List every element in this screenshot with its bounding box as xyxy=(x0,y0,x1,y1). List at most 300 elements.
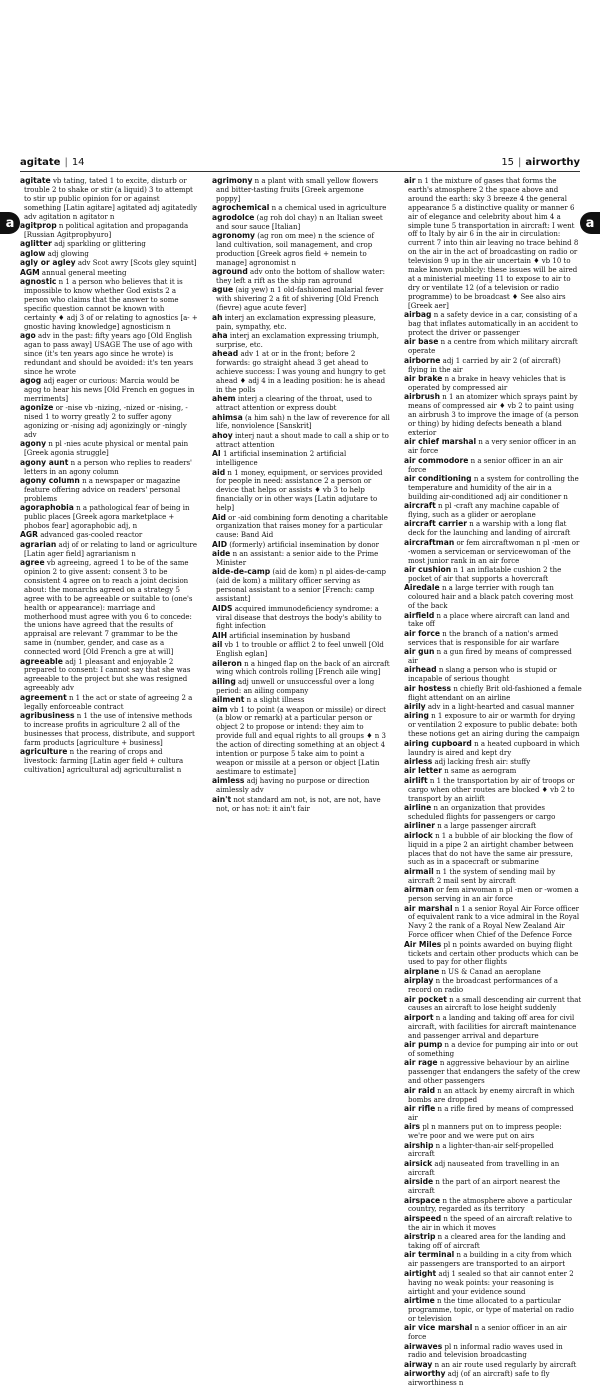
headword: ahead xyxy=(212,349,239,359)
definition: n aggressive behaviour by an airline passenger that endangers the safety of the crew and other passengers xyxy=(408,1059,581,1086)
definition: adj 1 pleasant and enjoyable 2 prepared to consent: I cannot say that she was agreeable to the project but she was resigned agreeably adv xyxy=(24,657,191,693)
definition: n same as aerogram xyxy=(444,767,517,776)
headword: air marshal xyxy=(404,903,453,913)
headword: airliner xyxy=(404,821,435,831)
header-left: agitate | 14 xyxy=(20,157,85,168)
dictionary-entry xyxy=(404,520,582,538)
definition: pl n informal radio waves used in radio and television broadcasting xyxy=(408,1342,563,1360)
dictionary-entry xyxy=(404,1215,582,1233)
dictionary-entry xyxy=(20,240,198,249)
dictionary-entry xyxy=(404,1105,582,1123)
definition: (ag ron om mee) n the science of land cultivation, soil management, and crop production [Greek agros field + nemein to manage] agronomist n xyxy=(216,231,375,267)
definition: n 1 exposure to air or warmth for drying or ventilation 2 exposure to public debate: both these notions get an airing during the campaign xyxy=(408,712,580,739)
definition: n a warship with a long flat deck for the launching and landing of aircraft xyxy=(408,520,571,538)
definition: interj a clearing of the throat, used to attract attention or express doubt xyxy=(216,395,372,413)
dictionary-entry xyxy=(404,457,582,475)
headword: Air Miles xyxy=(404,939,442,949)
definition: n a slight illness xyxy=(246,696,305,705)
definition: n the branch of a nation's armed services that is responsible for air warfare xyxy=(408,629,560,647)
definition: n a landing and taking off area for civil aircraft, with facilities for aircraft maintenance and passenger arrival and departure xyxy=(408,1013,577,1040)
dictionary-entry xyxy=(20,504,198,531)
headword: airline xyxy=(404,803,432,813)
dictionary-entry xyxy=(404,1041,582,1059)
dictionary-entry xyxy=(212,214,390,232)
dictionary-entry xyxy=(20,477,198,504)
dictionary-entry xyxy=(404,1160,582,1178)
dictionary-entry xyxy=(20,404,198,440)
definition: or fem aircraftwoman n pl -men or -women a serviceman or servicewoman of the most junior rank in an air force xyxy=(408,538,580,565)
right-page-number: 15 xyxy=(501,157,515,168)
dictionary-entry xyxy=(212,796,390,814)
headword: airplane xyxy=(404,966,440,976)
dictionary-entry xyxy=(404,712,582,739)
definition: (ag roh dol chay) n an Italian sweet and sour sauce [Italian] xyxy=(216,213,383,231)
headword: airway xyxy=(404,1359,433,1369)
definition: adj of or relating to land or agriculture [Latin ager field] agrarianism n xyxy=(24,540,197,558)
headword: airfield xyxy=(404,610,435,620)
headword: ain't xyxy=(212,794,232,804)
headword: airplay xyxy=(404,976,434,986)
headword: air conditioning xyxy=(404,473,472,483)
definition: not standard am not, is not, are not, have not, or has not: it ain't fair xyxy=(216,795,381,813)
headword: aircraft xyxy=(404,501,436,511)
headword: airship xyxy=(404,1140,434,1150)
dictionary-entry xyxy=(404,438,582,456)
headword: air xyxy=(404,176,416,185)
dictionary-entry xyxy=(212,541,390,550)
headword: air force xyxy=(404,628,441,638)
definition: adj having no purpose or direction aimlessly adv xyxy=(216,777,370,795)
definition: adj nauseated from travelling in an aircraft xyxy=(408,1159,560,1177)
definition: adv Scot awry [Scots gley squint] xyxy=(77,259,197,268)
dictionary-entry xyxy=(20,332,198,377)
dictionary-entry xyxy=(212,268,390,286)
definition: or -nise vb -nizing, -nized or -nising, -nised 1 to worry greatly 2 to suffer agony agonizing or -nising adj agonizingly or -ningly adv xyxy=(24,404,188,439)
definition: n the broadcast performances of a record on radio xyxy=(408,977,558,995)
dictionary-entry xyxy=(404,177,582,311)
definition: acquired immunodeficiency syndrome: a viral disease that destroys the body's ability to fight infection xyxy=(216,604,382,631)
headword: air pocket xyxy=(404,994,447,1004)
definition: n a large terrier with rough tan coloured hair and a black patch covering most of the back xyxy=(408,584,574,611)
dictionary-entry xyxy=(404,539,582,566)
headword: aglitter xyxy=(20,239,52,249)
definition: n the speed of an aircraft relative to the air in which it moves xyxy=(408,1214,572,1232)
headword: airily xyxy=(404,702,426,712)
dictionary-entry xyxy=(212,641,390,659)
definition: annual general meeting xyxy=(41,268,127,277)
definition: adj sparkling or glittering xyxy=(54,240,146,249)
dictionary-entry xyxy=(404,740,582,758)
dictionary-entry xyxy=(212,395,390,413)
headword: Airedale xyxy=(404,583,440,593)
dictionary-entry xyxy=(20,694,198,712)
headword: agronomy xyxy=(212,230,256,240)
headword: agreeable xyxy=(20,656,63,666)
definition: n the time allocated to a particular programme, topic, or type of material on radio or television xyxy=(408,1296,574,1323)
definition: n a pathological fear of being in public places [Greek agora marketplace + phobos fear] agoraphobic adj, n xyxy=(24,504,190,530)
dictionary-entry xyxy=(212,706,390,777)
dictionary-entry xyxy=(404,612,582,630)
dictionary-entry xyxy=(212,232,390,268)
definition: n a chemical used in agriculture xyxy=(271,204,387,213)
headword: agoraphobia xyxy=(20,503,74,513)
headword: airsick xyxy=(404,1158,433,1168)
headword: airtight xyxy=(404,1268,437,1278)
definition: vb tating, tated 1 to excite, disturb or trouble 2 to shake or stir (a liquid) 3 to attempt to stir up public opinion for or against something [Latin agitare] agitated adj agitatedly adv agitation n agitator n xyxy=(24,177,198,221)
definition: n a senior officer in an air force xyxy=(408,456,563,474)
definition: n a safety device in a car, consisting of a bag that inflates automatically in an accident to protect the driver or passenger xyxy=(408,311,578,337)
headword: airs xyxy=(404,1122,420,1132)
headword: airtime xyxy=(404,1295,435,1305)
definition: n 1 an inflatable cushion 2 the pocket of air that supports a hovercraft xyxy=(408,565,562,583)
definition: n a small descending air current that causes an aircraft to lose height suddenly xyxy=(408,995,582,1013)
headword: agribusiness xyxy=(20,710,75,720)
dictionary-entry xyxy=(404,1251,582,1269)
dictionary-entry xyxy=(212,514,390,541)
definition: n a device for pumping air into or out of something xyxy=(408,1041,579,1058)
headword: aim xyxy=(212,704,228,714)
definition: adj lacking fresh air: stuffy xyxy=(434,758,531,766)
headword: aha xyxy=(212,330,228,340)
definition: n a system for controlling the temperature and humidity of the air in a building air-conditioned adj air conditioner n xyxy=(408,474,579,501)
dictionary-entry xyxy=(20,259,198,268)
definition: n a large passenger aircraft xyxy=(437,822,537,831)
definition: (formerly) artificial insemination by donor xyxy=(229,540,379,549)
headword: air vice marshal xyxy=(404,1323,473,1333)
definition: n a rifle fired by means of compressed air xyxy=(408,1104,574,1122)
dictionary-entry xyxy=(20,459,198,477)
headword: agony aunt xyxy=(20,457,69,467)
headword: agitate xyxy=(20,176,51,185)
dictionary-entry xyxy=(212,469,390,514)
headword: airport xyxy=(404,1012,434,1022)
definition: n pl -nies acute physical or mental pain [Greek agonia struggle] xyxy=(24,440,189,458)
headword: ailing xyxy=(212,676,236,686)
definition: n a brake in heavy vehicles that is operated by compressed air xyxy=(408,374,566,392)
dictionary-entry xyxy=(404,630,582,648)
headword: air base xyxy=(404,337,439,347)
headword: agony xyxy=(20,439,47,449)
dictionary-entry xyxy=(20,222,198,240)
dictionary-entry xyxy=(404,375,582,393)
definition: n a cleared area for the landing and taking off of aircraft xyxy=(408,1233,566,1251)
dictionary-entry xyxy=(20,278,198,331)
headword: air hostess xyxy=(404,683,452,693)
dictionary-entry xyxy=(404,648,582,666)
headword: aglow xyxy=(20,248,46,258)
dictionary-entry xyxy=(404,703,582,712)
definition: n a hinged flap on the back of an aircraft wing which controls rolling [French aile wing] xyxy=(216,659,390,677)
dictionary-entry xyxy=(404,1059,582,1086)
headword: airside xyxy=(404,1177,434,1187)
definition: n an attack by enemy aircraft in which bombs are dropped xyxy=(408,1086,575,1104)
headword: airwaves xyxy=(404,1341,443,1351)
headword: ahoy xyxy=(212,430,233,440)
headword: AIDS xyxy=(212,603,233,613)
dictionary-entry xyxy=(404,685,582,703)
headword: agrodolce xyxy=(212,212,255,222)
headword: AIH xyxy=(212,630,228,640)
headword: air raid xyxy=(404,1085,436,1095)
headword: aircraft carrier xyxy=(404,519,468,529)
left-page-number: 14 xyxy=(71,157,85,168)
headword: airlock xyxy=(404,830,433,840)
definition: adj (of an aircraft) safe to fly airworthiness n xyxy=(408,1370,550,1388)
headword: Aid xyxy=(212,512,226,522)
dictionary-entry xyxy=(212,632,390,641)
dictionary-column-2 xyxy=(212,176,390,813)
dictionary-entry xyxy=(212,350,390,395)
definition: n slang a person who is stupid or incapable of serious thought xyxy=(408,666,557,684)
dictionary-entry xyxy=(404,584,582,611)
headword: ague xyxy=(212,285,234,295)
dictionary-entry xyxy=(212,414,390,432)
dictionary-entry xyxy=(212,696,390,705)
headword: AGM xyxy=(20,267,40,277)
definition: n a plant with small yellow flowers and bitter-tasting fruits [Greek argemone poppy] xyxy=(216,177,379,203)
dictionary-entry xyxy=(20,712,198,748)
definition: n 1 the act or state of agreeing 2 a legally enforceable contract xyxy=(24,693,193,711)
headword: agrimony xyxy=(212,176,253,185)
dictionary-entry xyxy=(404,475,582,502)
right-guide-word: airworthy xyxy=(525,157,580,168)
dictionary-entry xyxy=(212,678,390,696)
headword: agreement xyxy=(20,692,67,702)
headword: aileron xyxy=(212,658,242,668)
headword: air chief marshal xyxy=(404,437,477,447)
definition: n 1 a bubble of air blocking the flow of liquid in a pipe 2 an airtight chamber between places that do not have the same air pressure, such as in a spacecraft or submarine xyxy=(408,831,574,867)
definition: adj 1 carried by air 2 (of aircraft) flying in the air xyxy=(408,356,561,374)
definition: vb 1 to point (a weapon or missile) or direct (a blow or remark) at a particular person or object 2 to propose or intend: they aim to provide full and equal rights to all groups ♦ n 3 the action of directing something at an object 4 intention or purpose 5 take aim to point a weapon or missile at a person or object [Latin aestimare to estimate] xyxy=(216,705,386,776)
dictionary-entry xyxy=(212,660,390,678)
definition: n pl -craft any machine capable of flying, such as a glider or aeroplane xyxy=(408,502,559,520)
headword: aircraftman xyxy=(404,537,455,547)
headword: airspeed xyxy=(404,1213,442,1223)
definition: n a centre from which military aircraft operate xyxy=(408,338,578,356)
dictionary-entry xyxy=(20,440,198,458)
definition: (a him sah) n the law of reverence for all life, nonviolence [Sanskrit] xyxy=(216,413,390,431)
headword: AGR xyxy=(20,530,38,540)
definition: n a lighter-than-air self-propelled aircraft xyxy=(408,1141,554,1159)
headword: airlift xyxy=(404,775,428,785)
headword: agnostic xyxy=(20,276,57,286)
definition: adv 1 at or in the front; before 2 forwards: go straight ahead 3 get ahead to achieve success: I was young and hungry to get ahead ♦ adj 4 in a leading position: he is ahead in the polls xyxy=(216,350,386,394)
headword: ago xyxy=(20,330,36,340)
definition: n 1 the use of intensive methods to increase profits in agriculture 2 all of the businesses that process, distribute, and support farm products [agriculture + business] xyxy=(24,711,195,747)
definition: n a newspaper or magazine feature offering advice on readers' personal problems xyxy=(24,476,181,503)
dictionary-entry xyxy=(404,905,582,941)
definition: n an assistant: a senior aide to the Prime Minister xyxy=(216,550,379,568)
dictionary-entry xyxy=(404,1014,582,1041)
definition: n 1 a person who believes that it is impossible to know whether God exists 2 a person who claims that the answer to some specific question cannot be known with certainty ♦ adj 3 of or relating to agnostics [a- + gnostic having knowledge] agnosticism n xyxy=(24,277,198,331)
left-guide-word: agitate xyxy=(20,157,61,168)
dictionary-entry xyxy=(404,1087,582,1105)
header-rule xyxy=(20,171,580,172)
headword: AID xyxy=(212,539,228,549)
thumb-index-tab-left: a xyxy=(0,212,20,234)
definition: n a gun fired by means of compressed air xyxy=(408,648,572,666)
dictionary-entry xyxy=(404,1197,582,1215)
running-header xyxy=(20,157,580,171)
headword: aground xyxy=(212,267,248,277)
definition: n a person who replies to readers' letters in an agony column xyxy=(24,458,192,476)
headword: ah xyxy=(212,312,223,322)
definition: n 1 the mixture of gases that forms the earth's atmosphere 2 the space above and around the earth: sky 3 breeze 4 the general appearance 5 a distinctive quality or manner 6 air of elegance and celebrity about him 4 a simple tune 5 transportation in aircraft: I went off to Italy by air 6 in the air in circulation: current 7 into thin air leaving no trace behind 8 on the air in the act of broadcasting on radio or television 9 up in the air uncertain ♦ vb 10 to make known publicly: these issues will be aired at a ministerial meeting 11 to expose to air to dry or ventilate 12 (of a television or radio programme) to be broadcast ♦ See also airs [Greek aer] xyxy=(408,177,579,310)
dictionary-entry xyxy=(20,559,198,657)
dictionary-entry xyxy=(404,777,582,804)
definition: n an organization that provides scheduled flights for passengers or cargo xyxy=(408,804,556,821)
dictionary-entry xyxy=(212,777,390,795)
dictionary-entry xyxy=(404,1370,582,1388)
definition: interj an exclamation expressing pleasure, pain, sympathy, etc. xyxy=(216,313,376,331)
dictionary-entry xyxy=(404,338,582,356)
definition: adv onto the bottom of shallow water: they left a rift as the ship ran aground xyxy=(216,268,385,285)
definition: n political agitation and propaganda [Russian Agitpropbyuro] xyxy=(24,222,189,239)
definition: n a very senior officer in an air force xyxy=(408,438,577,456)
headword: airbrush xyxy=(404,392,440,402)
headword: ailment xyxy=(212,695,245,705)
definition: n an air route used regularly by aircraft xyxy=(434,1360,577,1369)
headword: aide-de-camp xyxy=(212,567,271,577)
headword: air gun xyxy=(404,647,435,657)
dictionary-entry xyxy=(212,314,390,332)
definition: interj an exclamation expressing triumph, surprise, etc. xyxy=(216,331,379,349)
dictionary-entry xyxy=(404,1324,582,1342)
dictionary-entry xyxy=(404,832,582,868)
headword: ahem xyxy=(212,394,236,404)
dictionary-entry xyxy=(404,977,582,995)
dictionary-entry xyxy=(404,868,582,886)
headword: airbag xyxy=(404,310,432,320)
dictionary-entry xyxy=(404,666,582,684)
dictionary-entry xyxy=(404,566,582,584)
dictionary-entry xyxy=(404,1343,582,1361)
headword: agly or agley xyxy=(20,258,76,268)
definition: n the part of an airport nearest the aircraft xyxy=(408,1178,561,1196)
dictionary-entry xyxy=(404,393,582,438)
headword: airborne xyxy=(404,355,441,365)
definition: adv in the past: fifty years ago [Old English agan to pass away] USAGE The use of ago with since (it's ten years ago since he wrote) is redundant and should be avoided: it's ten years since he wrote xyxy=(24,331,194,376)
headword: AI xyxy=(212,449,221,459)
headword: agrochemical xyxy=(212,203,270,213)
definition: pl n manners put on to impress people: we're poor and we were put on airs xyxy=(408,1123,562,1141)
headword: air commodore xyxy=(404,455,469,465)
dictionary-entry xyxy=(212,332,390,350)
dictionary-entry xyxy=(212,177,390,204)
definition: n US & Canad an aeroplane xyxy=(441,967,541,976)
headword: air letter xyxy=(404,766,443,776)
definition: n 1 money, equipment, or services provided for people in need: assistance 2 a person or device that helps or assists ♦ vb 3 to help financially or in other ways [Latin adjutare to help] xyxy=(216,468,383,513)
dictionary-entry xyxy=(20,177,198,222)
dictionary-entry xyxy=(212,286,390,313)
headword: agonize xyxy=(20,403,54,413)
definition: adj eager or curious: Marcia would be agog to hear his news [Old French en gogues in merriments] xyxy=(24,376,195,403)
dictionary-entry xyxy=(404,1178,582,1196)
dictionary-entry xyxy=(404,804,582,822)
dictionary-entry xyxy=(20,541,198,559)
definition: n a heated cupboard in which laundry is aired and kept dry xyxy=(408,739,580,757)
definition: pl n points awarded on buying flight tickets and certain other products which can be used to pay for other flights xyxy=(408,940,579,967)
headword: agog xyxy=(20,375,42,385)
definition: vb agreeing, agreed 1 to be of the same opinion 2 to give assent: consent 3 to be consistent 4 agree on to reach a joint decision about: the monarchs agreed on a strategy 5 agree with to be agreeable or suitable to (one's health or appearance): marriage and motherhood must agree with you 6 to concede: the unions have agreed that the results of appraisal are relevant 7 grammar to be the same in (number, gender, and case as a connected word [Old French a gre at will] xyxy=(24,559,193,657)
definition: adj 1 sealed so that air cannot enter 2 having no weak points: your reasoning is airtight and your evidence sound xyxy=(408,1269,574,1296)
definition: advanced gas-cooled reactor xyxy=(40,531,143,540)
headword: agree xyxy=(20,558,45,568)
headword: airstrip xyxy=(404,1232,436,1242)
headword: airman xyxy=(404,885,434,895)
definition: (aid de kom) n pl aides-de-camp (aid de kom) a military officer serving as personal assistant to a senior [French: camp assistant] xyxy=(216,568,387,604)
headword: airhead xyxy=(404,665,437,675)
definition: interj naut a shout made to call a ship or to attract attention xyxy=(216,431,389,449)
headword: airspace xyxy=(404,1195,441,1205)
definition: n a place where aircraft can land and take off xyxy=(408,611,570,629)
dictionary-entry xyxy=(404,886,582,904)
dictionary-entry xyxy=(404,1123,582,1141)
dictionary-entry xyxy=(212,432,390,450)
headword: agony column xyxy=(20,475,80,485)
headword: ail xyxy=(212,640,223,650)
definition: (aig yew) n 1 old-fashioned malarial fever with shivering 2 a fit of shivering [Old French (fievre) ague acute fever] xyxy=(216,286,384,313)
headword: aid xyxy=(212,467,226,477)
headword: agrarian xyxy=(20,539,57,549)
dictionary-entry xyxy=(20,748,198,775)
dictionary-entry xyxy=(404,767,582,776)
dictionary-entry xyxy=(404,1270,582,1297)
headword: airworthy xyxy=(404,1369,446,1379)
dictionary-entry xyxy=(404,357,582,375)
dictionary-entry xyxy=(212,450,390,468)
headword: air terminal xyxy=(404,1250,455,1260)
headword: agriculture xyxy=(20,747,68,757)
headword: air cushion xyxy=(404,564,452,574)
headword: airless xyxy=(404,757,433,766)
definition: n the atmosphere above a particular country, regarded as its territory xyxy=(408,1196,572,1214)
dictionary-entry xyxy=(212,568,390,604)
dictionary-column-3 xyxy=(404,176,582,1388)
dictionary-entry xyxy=(20,658,198,694)
headword: ahimsa xyxy=(212,412,243,422)
dictionary-entry xyxy=(404,1297,582,1324)
dictionary-column-1 xyxy=(20,176,198,774)
headword: aide xyxy=(212,549,231,559)
dictionary-entry xyxy=(404,996,582,1014)
headword: air rifle xyxy=(404,1103,436,1113)
definition: n 1 a senior Royal Air Force officer of equivalent rank to a vice admiral in the Royal Navy 2 the rank of a Royal New Zealand Air Force officer when Chief of the Defence Force xyxy=(408,904,580,940)
headword: airing cupboard xyxy=(404,738,472,748)
definition: adv in a light-hearted and casual manner xyxy=(427,703,575,712)
dictionary-entry xyxy=(20,377,198,404)
definition: n 1 an atomizer which sprays paint by means of compressed air ♦ vb 2 to paint using an airbrush 3 to improve the image of (a person or thing) by hiding defects beneath a bland exterior xyxy=(408,393,579,437)
headword: air pump xyxy=(404,1040,443,1050)
definition: n a building in a city from which air passengers are transported to an airport xyxy=(408,1251,572,1269)
dictionary-entry xyxy=(404,1142,582,1160)
definition: 1 artificial insemination 2 artificial intelligence xyxy=(216,450,347,468)
definition: or fem airwoman n pl -men or -women a person serving in an air force xyxy=(408,886,579,904)
headword: airmail xyxy=(404,866,434,876)
headword: airing xyxy=(404,711,429,721)
definition: or -aid combining form denoting a charitable organization that raises money for a particular cause: Band Aid xyxy=(216,513,388,540)
definition: artificial insemination by husband xyxy=(229,631,351,640)
headword: aimless xyxy=(212,776,245,786)
definition: vb 1 to trouble or afflict 2 to feel unwell [Old English eglan] xyxy=(216,641,384,659)
definition: n 1 the transportation by air of troops or cargo when other routes are blocked ♦ vb 2 to transport by an airlift xyxy=(408,776,575,803)
dictionary-entry xyxy=(212,550,390,568)
dictionary-entry xyxy=(404,1233,582,1251)
header-right: 15 | airworthy xyxy=(501,157,580,168)
definition: n a senior officer in an air force xyxy=(408,1324,567,1342)
definition: n the rearing of crops and livestock: farming [Latin ager field + cultura cultivation] agricultural adj agriculturalist n xyxy=(24,748,184,774)
dictionary-entry xyxy=(404,502,582,520)
